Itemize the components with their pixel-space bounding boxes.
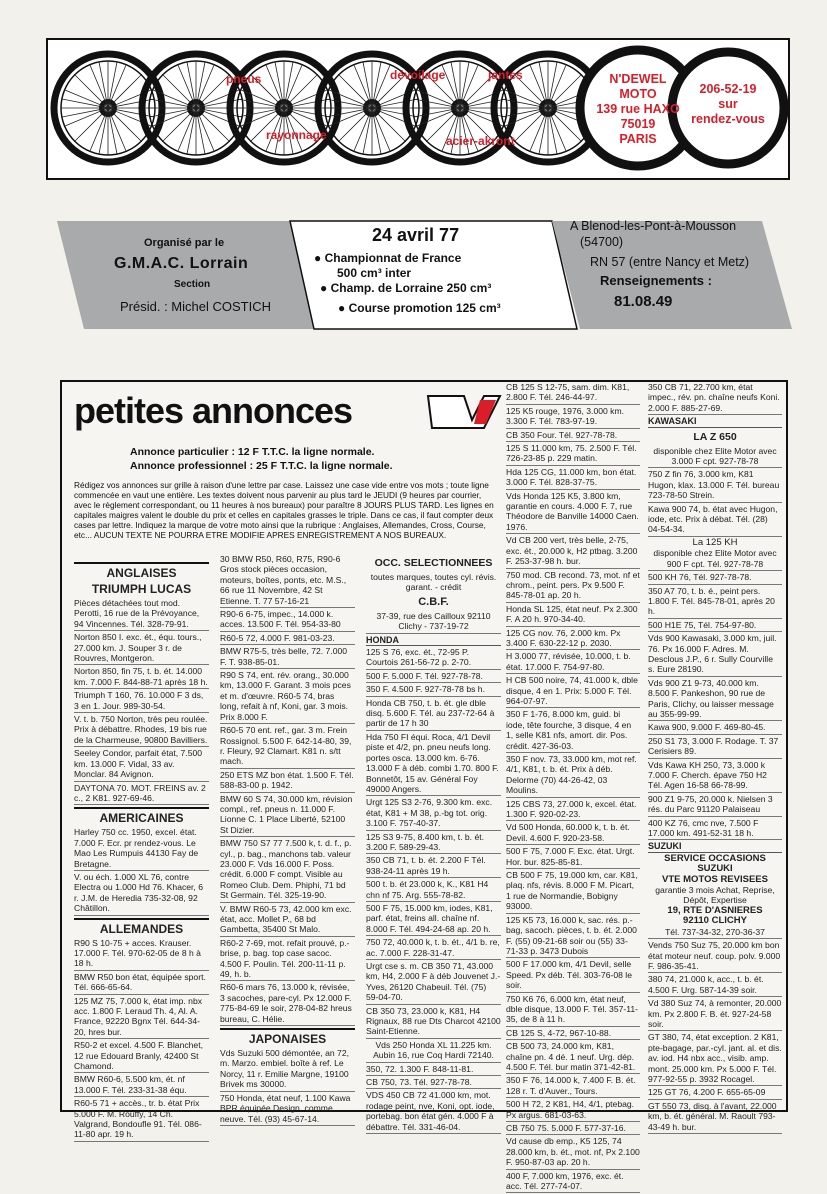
list-item: H 3.000 77, révisée, 10.000, t. b. état. 17.000 F. 754-97-80. <box>506 651 640 674</box>
list-item: CB 750, 73. Tél. 927-78-78. <box>366 1077 501 1089</box>
info-label: Renseignements : <box>600 273 712 288</box>
event-location: A Blenod-les-Pont-à-Mousson <box>570 219 737 233</box>
race-1-class: 500 cm³ inter <box>337 266 412 280</box>
list-item: R60-5 71 + accès., tr. b. état Prix 5.000 F. M. Rouffy, 14 Ch. Valgrand, Bondoufle 91. Tél. 086-11-80 apr. 19 h. <box>74 1098 209 1142</box>
classifieds-section <box>60 380 788 1192</box>
suzuki-service-sub: VTE MOTOS REVISEES <box>662 873 768 885</box>
list-item: V. ou éch. 1.000 XL 76, contre Electra ou 1.000 Hd 76. Khacer, 6 r. J.M. de Heredia 735-32-08, 92 Châtillon. <box>74 872 209 916</box>
occ-text: toutes marques, toutes cyl. révis. garant. - crédit <box>370 572 497 593</box>
list-item: 125 CG nov. 76, 2.000 km. Px 3.400 F. 630-22-12 p. 2030. <box>506 628 640 651</box>
list-item: Seeley Condor, parfait état, 7.500 km. 13.000 F. Vidal, 33 av. Monclar. 84 Avignon. <box>74 748 209 781</box>
list-item: Vds 900 Z1 9-73, 40.000 km. 8.500 F. Pankeshon, 90 rue de Paris, Clichy, ou laisser message au 355-99-99. <box>648 678 782 722</box>
rate-particulier: Annonce particulier : 12 F T.T.C. la ligne normale. <box>130 446 375 458</box>
phone-sur: sur <box>718 97 738 111</box>
list-item: CB 350 Four. Tél. 927-78-78. <box>506 430 640 442</box>
classifieds-rules: Rédigez vos annonces sur grille à raison d'une lettre par case. Laissez une case vide entre vos mots ; toute ligne commencée en vaut une entière. Les textes doivent nous parvenir au plus tard le JEUDI (9 heures par courrier, avec le règlement correspondant, ou 11 heures à nos bureaux) pour paraître 8 JOURS PLUS TARD. Les lignes en capitales maigres valent le double du prix et celles en capitales grasses le triple. Dans ce cas, il faut compter deux cases par lettre. Indiquez la marque de votre moto ainsi que la rubrique : Anglaises, Allemandes, Cross, Course, etc... AUCUN TEXTE NE POURRA ETRE MODIFIE APRES ENREGISTREMENT A NOS BUREAUX. <box>74 480 494 540</box>
list-item: R60-6 mars 76, 13.000 k, révisée, 3 sacoches, pare-cyl. Px 12.000 F. 775-84-69 le soir, 278-04-82 hreus bureau, C. Hélie. <box>220 982 355 1026</box>
list-item: CB 500 F 75, 19.000 km, car. K81, plaq. nfs, révis. 8.000 F M. Picart, 1 rue de Normandie, Bobigny 93000. <box>506 870 640 914</box>
list-item: 30 BMW R50, R60, R75, R90-6 Gros stock pièces occasion, moteurs, boîtes, ponts, etc. M.S., 66 rue 11 Novembre, 42 St Etienne. T. 77 57-16-21 <box>220 554 355 608</box>
column-1 <box>74 560 209 1143</box>
list-item: H CB 500 noire, 74, 41.000 k, dble disque, 4 en 1. Prix: 5.000 F. Tél. 964-07-97. <box>506 675 640 708</box>
info-phone: 81.08.49 <box>614 293 673 310</box>
list-item: Harley 750 cc. 1950, excel. état. 7.000 F. Ecr. pr rendez-vous. Le Mao Les Rumpuis 44130 Fay de Bretagne. <box>74 827 209 871</box>
list-item: R90 S 74, ent. rév. orang., 30.000 km, 13.000 F. Garant. 3 mois pces et m. d'œuvre. R60-5 74, bras long, refait à nf, Koni, gar. 3 mois. Prix 8.000 F. <box>220 670 355 724</box>
classifieds-title: petites annonces <box>74 390 353 431</box>
list-item: DAYTONA 70. MOT. FREINS av. 2 c., 2 K81. 927-69-46. <box>74 783 209 806</box>
list-item: 900 Z1 9-75, 20.000 k. Nielsen 3 rés. du Parc 91120 Palaiseau <box>648 794 782 817</box>
list-item: Vds 250 Honda XL 11.225 km. Aubin 16, rue Coq Hardi 72140. <box>366 1040 501 1063</box>
list-item: GT 380, 74, état exception. 2 K81, pte-bagage, par.-cyl. jant. al. et dis. av. iod. H4 nbx acc., visib. amp. mont. 25.000 km. Px 5.000 F. Tél. 977-92-55 p. 3932 Rocagel. <box>648 1032 782 1086</box>
list-item: Kawa 900 74, b. état avec Hugon, iode, etc. Prix à débat. Tél. (28) 04-54-34. <box>648 504 782 537</box>
heading-honda: HONDA <box>366 635 501 646</box>
event-postcode: (54700) <box>580 235 624 249</box>
rate-professionnel: Annonce professionnel : 25 F T.T.C. la ligne normale. <box>130 460 393 472</box>
list-item: 750 Honda, état neuf, 1.100 Kawa BPR équipée Design, comme neuve. Tél. (93) 45-67-14. <box>220 1093 355 1126</box>
z650-text: disponible chez Elite Motor avec 3.000 F cpt. 927-78-78 <box>648 446 782 469</box>
list-item: Norton 850 I. exc. ét., équ. tours., 27.000 km. J. Souper 3 r. de Rouvres, Montgeron. <box>74 632 209 665</box>
heading-anglaises: ANGLAISES <box>106 566 177 580</box>
race-2-label: Champ. de Lorraine 250 cm³ <box>330 281 492 295</box>
shop-city: PARIS <box>619 132 657 146</box>
list-item: 125 GT 76, 4.200 F. 655-65-09 <box>648 1087 782 1099</box>
event-road: RN 57 (entre Nancy et Metz) <box>590 255 750 269</box>
organizer-label: Organisé par le <box>144 237 225 249</box>
list-item: Vd 380 Suz 74, à remonter, 20.000 km. Px 2.800 F. B. ét. 927-24-58 soir. <box>648 998 782 1031</box>
heading-kawasaki: KAWASAKI <box>648 416 782 427</box>
kh-text: disponible chez Elite Motor avec 900 F cpt. Tél. 927-78-78 <box>648 548 782 571</box>
label-devoilage: dévoilage <box>390 68 446 82</box>
label-pneus: pneus <box>226 72 262 86</box>
list-item: 350, 72. 1.300 F. 848-11-81. <box>366 1064 501 1076</box>
list-item: Vds Honda 125 K5, 3.800 km, garantie en cours. 4.000 F. 7, rue Théodore de Banville 14000 Caen. 1976. <box>506 491 640 535</box>
list-item: R90-6 6-75, impec., 14.000 k. acces. 13.500 F. Tél. 954-33-80 <box>220 609 355 632</box>
phone-rendez-vous: rendez-vous <box>691 112 765 126</box>
list-item: Pièces détachées tout mod. Perotti, 16 rue de la Prévoyance, 94 Vincennes. Tél. 328-79-91. <box>74 598 209 631</box>
suzuki-service-terms: garantie 3 mois Achat, Reprise, Dépôt, Expertise <box>655 885 775 906</box>
shop-postcode: 75019 <box>620 117 656 131</box>
event-date: 24 avril 77 <box>372 225 460 245</box>
list-item: 125 S3 9-75, 8.400 km, t. b. ét. 3.200 F. 589-29-43. <box>366 832 501 855</box>
list-item: 500 F 17.000 km, 4/1 Devil, selle Speed. Px déb. Tél. 303-76-08 le soir. <box>506 959 640 992</box>
list-item: CB 125 S, 4-72, 967-10-88. <box>506 1028 640 1040</box>
kh-title: La 125 KH <box>692 536 738 548</box>
list-item: 500 KH 76, Tél. 927-78-78. <box>648 572 782 584</box>
list-item: Vends 750 Suz 75, 20.000 km bon état moteur neuf. coup. polv. 9.000 F. 986-35-41. <box>648 940 782 973</box>
list-item: CB 350 73, 23.000 k, K81, H4 Rignaux, 88 rue Dts Charcot 42100 Saint-Etienne. <box>366 1006 501 1039</box>
list-item: R60-2 7-69, mot. refait prouvé, p.-brise, p. bag. top case sacoc. 4.500 F. Poulin. Tél. 200-11-11 p. 49, h. b. <box>220 938 355 982</box>
list-item: 250 ETS MZ bon état. 1.500 F. Tél. 588-83-00 p. 1942. <box>220 770 355 793</box>
shop-name: N'DEWEL <box>609 72 667 86</box>
shop-street: 139 rue HAXO <box>596 102 680 116</box>
list-item: 400 KZ 76, cmc nve, 7.500 F 17.000 km. 491-52-31 18 h. <box>648 818 782 841</box>
list-item: 125 S 11.000 km, 75. 2.500 F. Tél. 726-23-85 p. 229 matin. <box>506 443 640 466</box>
list-item: BMW 750 S7 77 7.500 k, t. d. f., p. cyl., p. bag., manchons tab. valeur 23.000 F. Vds 16.000 F. Poss. crédit. 6.000 F compt. Visible au Romeo Club. Dem. Phiphi, 71 bd St Germain. Tél. 325-19-90. <box>220 838 355 902</box>
shop-type: MOTO <box>619 87 657 101</box>
list-item: R50-2 et excel. 4.500 F. Blanchet, 12 rue Edouard Branly, 42400 St Chamond. <box>74 1040 209 1073</box>
list-item: 500 F 75, 7.000 F. Exc. état. Urgt. Hor. bur. 825-85-81. <box>506 846 640 869</box>
list-item: Triumph T 160, 76. 10.000 F 3 ds, 3 en 1. Jour. 989-30-54. <box>74 690 209 713</box>
list-item: Hda 750 FI équi. Roca, 4/1 Devil piste et 4/2, pn. pneu neufs long. portes osca. 13.000 km. 6-76. 13.000 F à déb. combi 1.70. 800 F. Bonnetôt, 15 av. Général Foy 49000 Angers. <box>366 732 501 796</box>
list-item: BMW R75-5, très belle, 72. 7.000 F. T. 938-85-01. <box>220 646 355 669</box>
race-3-label: Course promotion 125 cm³ <box>348 301 501 315</box>
suzuki-service-street: 19, RTE D'ASNIERES <box>667 904 763 916</box>
heading-suzuki: SUZUKI <box>648 841 782 852</box>
column-3 <box>366 554 501 1135</box>
phone-number: 206-52-19 <box>699 82 757 96</box>
list-item: BMW 60 S 74, 30.000 km, révision compl., ref. pneus n. 11.000 F. Lionne C. 1 Place Liberté, 52100 St Dizier. <box>220 794 355 838</box>
organizer-president: Présid. : Michel COSTICH <box>120 299 271 314</box>
list-item: 500 F 75, 15.000 km, iodes, K81, parf. état, freins all. chaîne nf. 8.000 F. Tél. 494-24-68 ap. 20 h. <box>366 903 501 936</box>
list-item: 125 MZ 75, 7.000 k, état imp. nbx acc. 1.800 F. Leraud Th. 4, Al. A. France, 92220 Bgnx Tél. 644-34-20, hres bur. <box>74 996 209 1040</box>
list-item: 750 Z fin 76, 3.000 km, K81 Hugon, klax. 13.000 F. Tél. bureau 723-78-50 Strein. <box>648 469 782 502</box>
label-acier-akront: acier-akront <box>446 134 515 148</box>
organizer-name: G.M.A.C. Lorrain <box>114 255 249 272</box>
list-item: 350 F 1-76, 8.000 km, guid. bi iode, tête fourche, 3 disque, 4 en 1, selle K81 nfs, amort. dir. Pos. crédit. 427-36-03. <box>506 709 640 753</box>
list-item: 500 F. 5.000 F. Tél. 927-78-78. <box>366 671 501 683</box>
suzuki-service-title: SERVICE OCCASIONS SUZUKI <box>664 852 766 875</box>
list-item: GT 550 73, disq. à l'avant, 22.000 km, b. ét. général. M. Raoult 793-43-49 h. bur. <box>648 1101 782 1134</box>
list-item: 125 K5 rouge, 1976, 3.000 km. 3.300 F. Tél. 783-97-19. <box>506 406 640 429</box>
column-5 <box>648 382 782 1135</box>
list-item: 350 CB 71, 22.700 km, état impec., rév. pn. chaîne neufs Koni. 2.000 F. 885-27-69. <box>648 382 782 415</box>
heading-occasions-selectionnees: OCC. SELECTIONNEES <box>374 557 493 569</box>
column-2 <box>220 554 355 1127</box>
list-item: V. t. b. 750 Norton, très peu roulée. Prix à débattre. Rhodes, 19 bis rue de la Charmeuse, 90800 Bavilliers. <box>74 714 209 747</box>
list-item: VDS 450 CB 72 41.000 km, mot. rodage peint, nve, Koni, opt. iode, portebag. bon état gén. 4.000 F à débattre. Tél. 331-46-04. <box>366 1090 501 1134</box>
list-item: Urgt cse s. m. CB 350 71, 43.000 km, H4, 2.000 F à déb Jouvenet J.-Yves, 26120 Chabeuil. Tél. (75) 59-04-70. <box>366 961 501 1005</box>
list-item: 350 F 76, 14.000 k, 7.400 F. B. ét. 128 r. T. d'Auver., Tours. <box>506 1075 640 1098</box>
mr-logo <box>424 390 504 432</box>
list-item: 750 K6 76, 6.000 km, état neuf, dble disque, 13.000 F. Tél. 357-11-35, de 8 à 11 h. <box>506 994 640 1027</box>
cbf-address: 37-39, rue des Cailloux 92110 Clichy - 737-19-72 <box>366 611 501 634</box>
heading-triumph-lucas: TRIUMPH LUCAS <box>91 582 192 596</box>
list-item: BMW R60-6, 5.500 km, ét. nf 13.000 F. Tél. 233-31-38 équ. <box>74 1074 209 1097</box>
list-item: Honda SL 125, état neuf. Px 2.300 F. A 20 h. 970-34-40. <box>506 604 640 627</box>
list-item: R90 S 10-75 + acces. Krauser. 17.000 F. Tél. 970-62-05 de 8 h à 18 h. <box>74 938 209 971</box>
shop-phone <box>676 82 780 127</box>
list-item: 125 CBS 73, 27.000 k, excel. état. 1.300 F. 920-02-23. <box>506 799 640 822</box>
list-item: 750 mod. CB recond. 73, mot. nf et chrom., peint. pers. Px 9.500 F. 845-78-01 ap. 20 h. <box>506 570 640 603</box>
column-4 <box>506 382 640 1194</box>
list-item: 500 t. b. ét 23.000 k, K., K81 H4 chn nf 75. Arg. 555-78-82. <box>366 879 501 902</box>
list-item: 350 A7 70, t. b. é., peint pers. 1.800 F. Tél. 845-78-01, après 20 h. <box>648 586 782 619</box>
list-item: Kawa 900, 9.000 F. 469-80-45. <box>648 722 782 734</box>
suzuki-service-city: 92110 CLICHY <box>683 915 747 927</box>
list-item: 350 CB 71, t. b. ét. 2.200 F Tél. 938-24-11 après 19 h. <box>366 855 501 878</box>
cbf-name: C.B.F. <box>418 595 449 608</box>
list-item: Vds Kawa KH 250, 73, 3.000 k 7.000 F. Cherch. épave 750 H2 Tél. Agen 16-58 66-78-99. <box>648 760 782 793</box>
list-item: CB 125 S 12-75, sam. dim. K81, 2.800 F. Tél. 246-44-97. <box>506 382 640 405</box>
list-item: 380 74, 21.000 k, acc., t. b. ét. 4.500 F. Urg. 587-14-39 soir. <box>648 974 782 997</box>
heading-japonaises: JAPONAISES <box>248 1032 327 1047</box>
list-item: Vd 500 Honda, 60.000 k, t. b. ét. Devil. 4.600 F. 920-23-58. <box>506 822 640 845</box>
list-item: R60-5 70 ent. ref., gar. 3 m. Frein Rossignol. 5.500 F. 642-14-80, 39, r. Fleury, 92 Clamart. K81 n. s/tt mach. <box>220 725 355 769</box>
list-item: Urgt 125 S3 2-76, 9.300 km. exc. état, K81 + M 38, p.-bg tot. orig. 3.100 F. 757-40-37. <box>366 797 501 830</box>
list-item: Norton 850, fin 75, t. b. ét. 14.000 km. 7.000 F. 844-88-71 après 18 h. <box>74 666 209 689</box>
shop-address <box>588 72 688 147</box>
list-item: 750 72, 40.000 k, t. b. ét., 4/1 b. re, ac. 7.000 F. 228-31-47. <box>366 937 501 960</box>
list-item: Honda CB 750, t. b. ét. gle dble disq. 5.600 F. Tél. au 237-72-64 à partir de 17 h 30 <box>366 698 501 731</box>
list-item: BMW R50 bon état, équipée sport. Tél. 666-65-64. <box>74 972 209 995</box>
list-item: CB 750 75. 5.000 F. 577-37-16. <box>506 1123 640 1135</box>
list-item: Vd cause db emp., K5 125, 74 28.000 km, b. ét., mot. nf, Px 2.100 F. 950-87-03 ap. 20 h. <box>506 1136 640 1169</box>
list-item: Vds Suzuki 500 démontée, an 72, m. Marzo. embiel. boîte à ref. Le Norcy, 11 r. Emilie Margne, 19100 Brivek ms 30000. <box>220 1048 355 1092</box>
z650-title: LA Z 650 <box>693 430 737 443</box>
list-item: 500 H1E 75, Tél. 754-97-80. <box>648 620 782 632</box>
list-item: 500 H 72, 2 K81, H4, 4/1, ptebag. Px argus. 681-03-63. <box>506 1099 640 1122</box>
list-item: 350 F nov. 73, 33.000 km, mot ref. 4/1, K81, t. b. ét. Prix à déb. Delorme (70) 44-26-42, 03 Moulins. <box>506 754 640 798</box>
organizer-section: Section <box>174 279 211 290</box>
race-1-label: Championnat de France <box>324 251 462 265</box>
list-item: Hda 125 CG, 11.000 km, bon état. 3.000 F. Tél. 828-37-75. <box>506 467 640 490</box>
list-item: Vds 900 Kawasaki, 3.000 km, juil. 76. Px 16.000 F. Adres. M. Desclous J.P., 6 r. Sully Courville s. Eure 28190. <box>648 633 782 677</box>
list-item: 400 F, 7.000 km, 1976, exc. ét. acc. Tél. 277-74-07. <box>506 1171 640 1194</box>
race-2: ● Champ. de Lorraine 250 cm³ <box>320 281 492 295</box>
list-item: 250 S1 73, 3.000 F. Rodage. T. 37 Cerisiers 89. <box>648 736 782 759</box>
label-jantes: jantes <box>488 68 523 82</box>
list-item: CB 500 73, 24.000 km, K81, chaîne pn. 4 dé. 1 neuf. Urg. dép. 4.500 F. Tél. bur matin 371-42-81. <box>506 1041 640 1074</box>
race-3: ● Course promotion 125 cm³ <box>338 301 501 315</box>
race-event-banner <box>52 219 792 331</box>
label-rayonnage: rayonnage <box>266 128 327 142</box>
list-item: Vd CB 200 vert, très belle, 2-75, exc. ét., 20.000 k, H2 ptbag. 3.200 F. 253-37-98 h. bur. <box>506 535 640 568</box>
list-item: 125 K5 73, 16.000 k, sac. rés. p.-bag, sacoch. pièces, t. b. ét. 2.000 F. (55) 09-21-68 soir ou (55) 33-71-33 p. 3473 Dubois <box>506 915 640 959</box>
list-item: V. BMW R60-5 73, 42.000 km exc. état, acc. Mollet P., 68 bd Gambetta, 35400 St Malo. <box>220 904 355 937</box>
list-item: 350 F. 4.500 F. 927-78-78 bs h. <box>366 684 501 696</box>
heading-americaines: AMERICAINES <box>99 811 184 826</box>
suzuki-service-phone: Tél. 737-34-32, 270-36-37 <box>648 927 782 939</box>
list-item: R60-5 72, 4.000 F. 981-03-23. <box>220 633 355 645</box>
list-item: 125 S 76, exc. ét., 72-95 P. Courtois 261-56-72 p. 2-70. <box>366 647 501 670</box>
heading-allemandes: ALLEMANDES <box>99 921 184 936</box>
moto-shop-advertisement <box>46 38 790 180</box>
race-1: ● Championnat de France <box>314 251 462 265</box>
